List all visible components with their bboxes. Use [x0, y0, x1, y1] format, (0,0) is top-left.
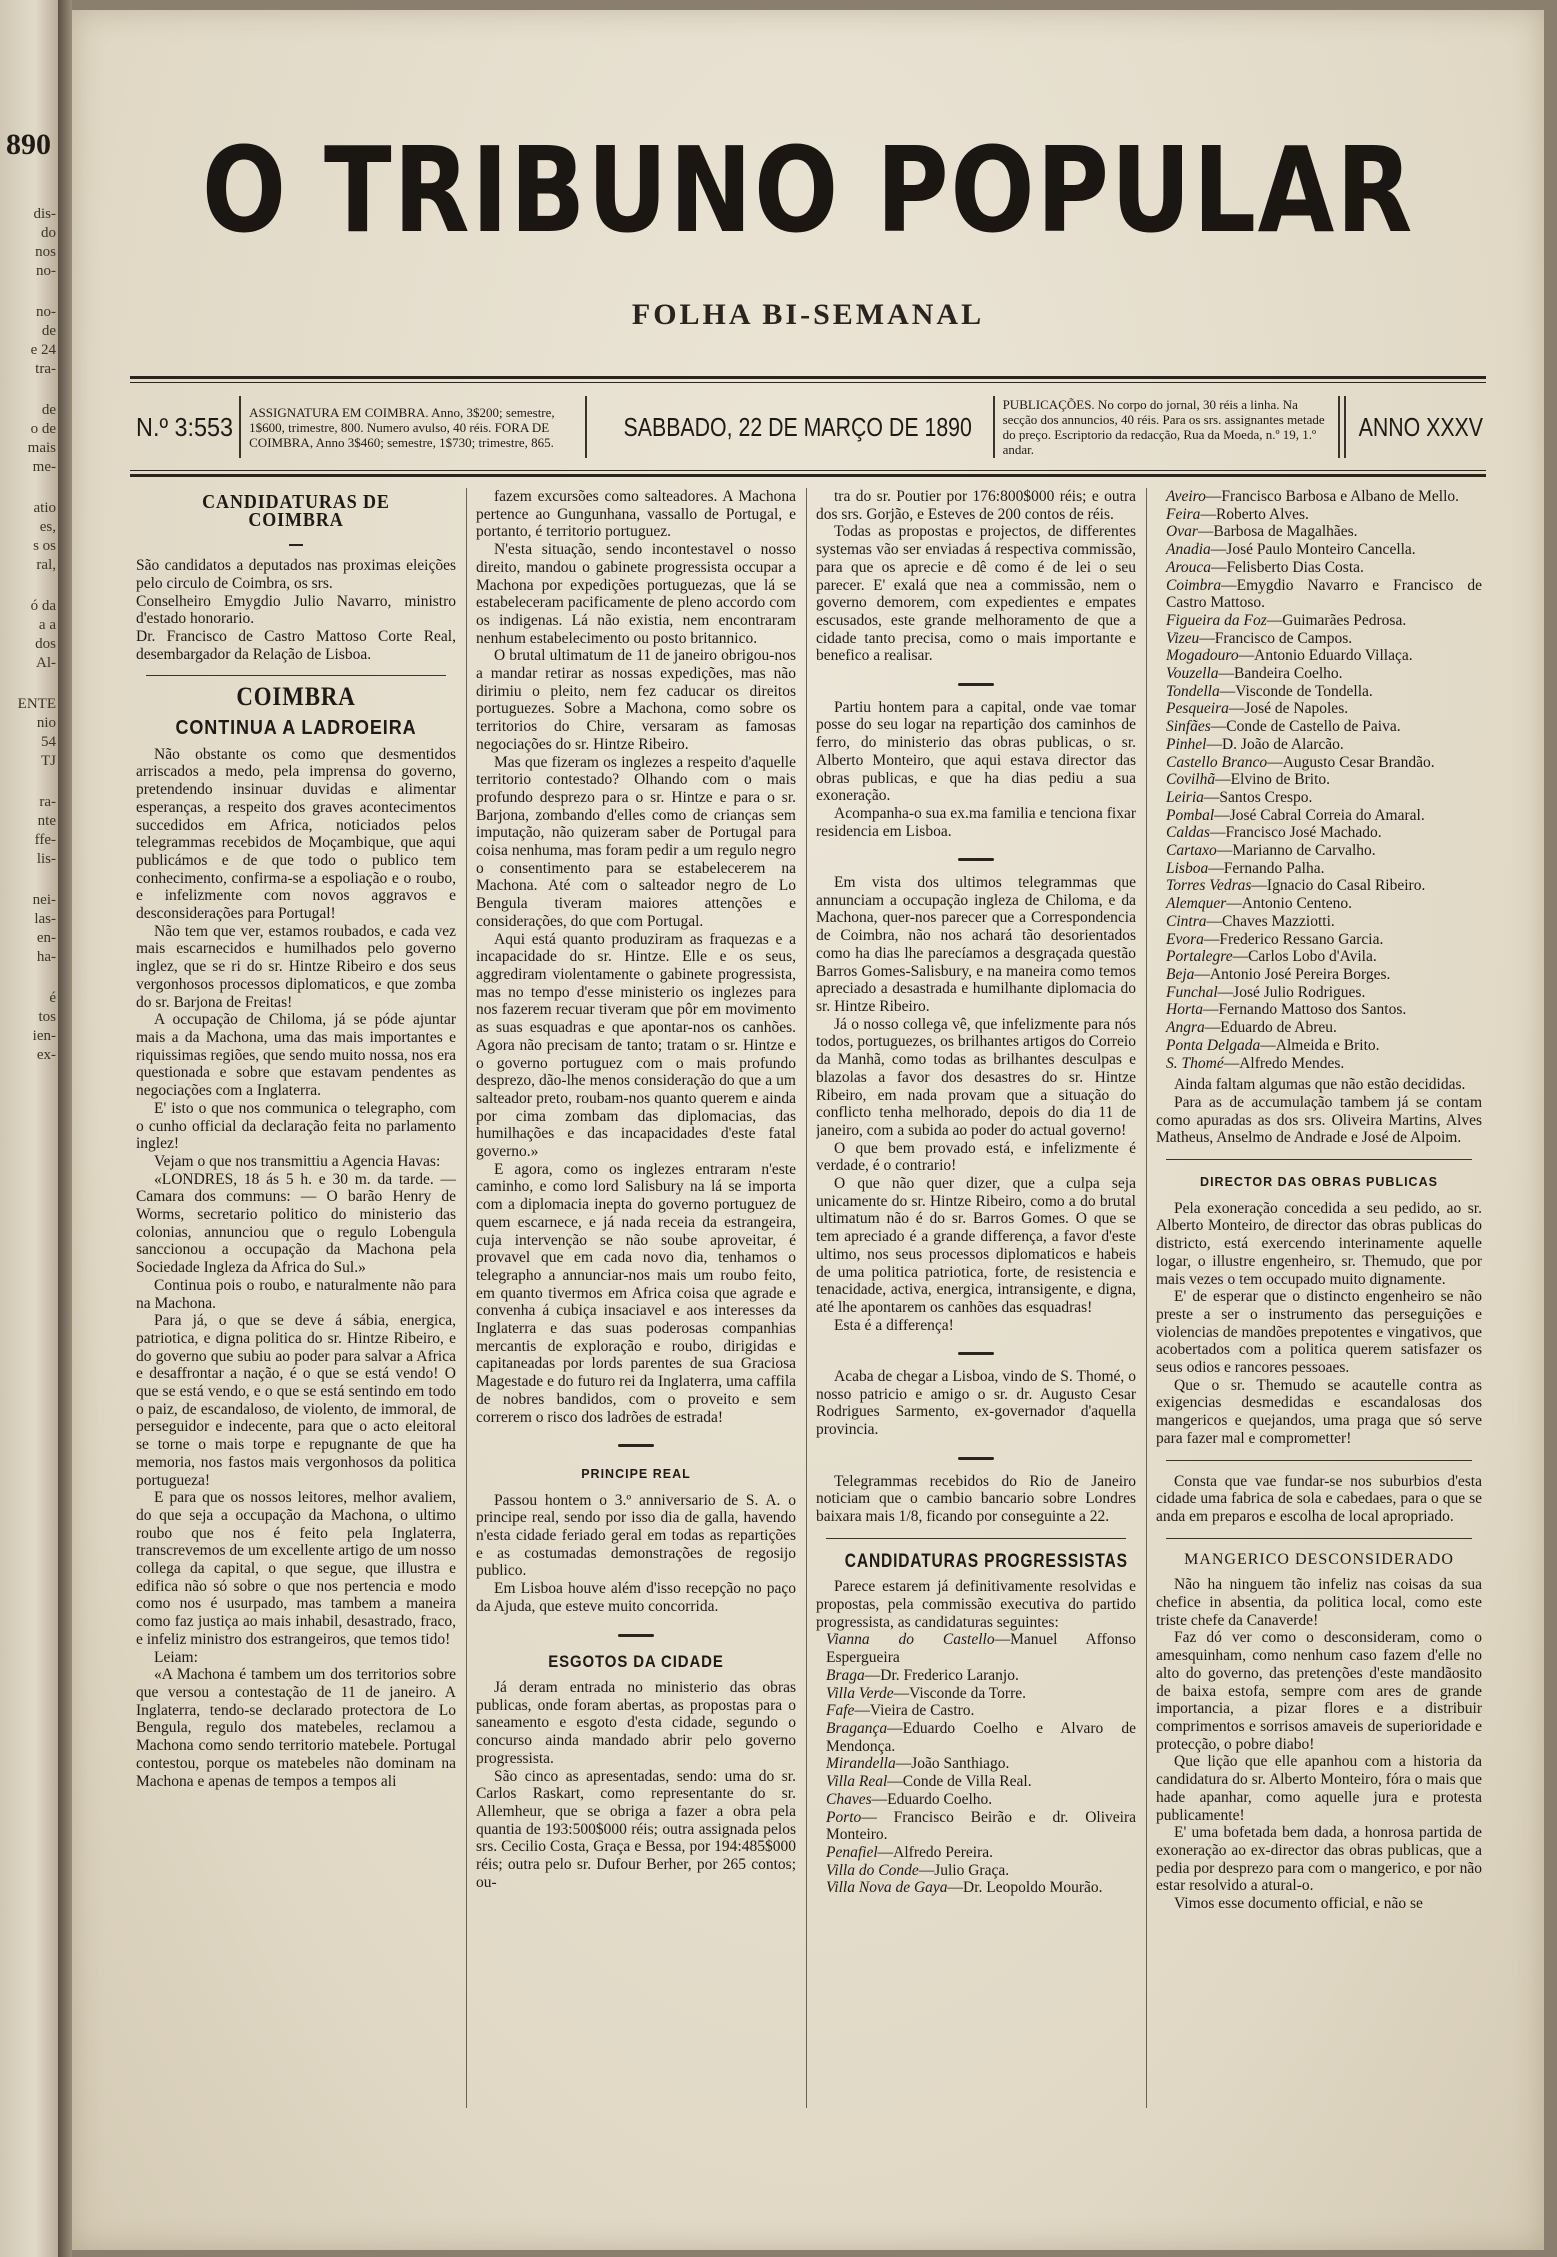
candidate-entry [1156, 877, 1482, 895]
candidate-entry [816, 1631, 1136, 1666]
constituency: Chaves [826, 1790, 872, 1808]
paragraph: Para já, o que se deve á sábia, energica, patriotica, e digna politica do sr. Hintze Ribeiro, e do governo que subiu ao poder para salvar a Africa e desaffrontar a nação, é o que se está vendo! O que se está vendo, e o que se está sentindo em todo o paiz, de escandaloso, de violento, de immoral, de perseguidor e indecente, para que o acto eleitoral se torne o mais torpe e repugnante de que ha memoria, nos fastos mais vergonhosos da politica portugueza! [136, 1312, 456, 1489]
previous-page-fragment: s os [33, 538, 56, 554]
paragraph: N'esta situação, sendo incontestavel o nosso direito, mandou o gabinete progressista occupar a Machona por expedições portuguezas, que lá se estabeleceram pacificamente de pleno accordo com os indigenas. Lá não existia, nem encontraram nenhum estabelecimento ou posto britannico. [476, 541, 796, 647]
previous-page-fragment: ra- [39, 794, 56, 810]
issue-year: ANNO XXXV [1358, 411, 1484, 442]
previous-page-fragment: dis- [33, 206, 56, 222]
candidates-list [136, 557, 456, 663]
constituency: Mogadouro [1166, 647, 1239, 665]
candidate-entry [1156, 612, 1482, 630]
constituency: Braga [826, 1666, 865, 1684]
candidate-name: —Eduardo Coelho e Alvaro de Mendonça. [826, 1720, 1136, 1755]
candidate-name: —Augusto Cesar Brandão. [1267, 753, 1435, 771]
article-body [1156, 1076, 1482, 1147]
candidate-name: —Alfredo Mendes. [1223, 1054, 1345, 1072]
divider [1338, 396, 1340, 458]
paragraph: E agora, como os inglezes entraram n'este caminho, e como lord Salisbury na lá se importa com a diplomacia inepta do governo portuguez de quem escarnece, e já nada receia da estrangeira, cuja intervenção se não soube aproveitar, é provavel que em cada novo dia, tenhamos o telegrapho a annunciar-nos mais um roubo feito, em quanto tivermos em Africa coisa que agrade e convenha á cubiça insaciavel e aos interesses da Inglaterra e das suas poderosas companhias mercantis de exploração e roubo, dirigidas e capitaneadas por lords parentes de sua Graciosa Magestade e do futuro rei da Inglaterra, uma caffila de nobres bandidos, com o proveito e sem correrem o risco dos ladrões de estrada! [476, 1160, 796, 1426]
constituency: Vouzella [1166, 665, 1219, 683]
previous-page-fragment: nos [35, 244, 56, 260]
candidate-entry [1156, 754, 1482, 772]
constituency: Ponta Delgada [1166, 1036, 1261, 1054]
header-rule-bottom-thin [130, 470, 1486, 471]
constituency: Angra [1166, 1019, 1205, 1037]
candidate-name: —Eduardo de Abreu. [1204, 1019, 1337, 1037]
constituency: Funchal [1166, 983, 1218, 1001]
masthead-subtitle: FOLHA BI-SEMANAL [631, 298, 985, 331]
column-divider [1146, 488, 1147, 2108]
candidate-entry [1156, 860, 1482, 878]
paragraph: Telegrammas recebidos do Rio de Janeiro noticiam que o cambio bancario sobre Londres baixara mais 1/8, ficando por conseguinte a 22. [816, 1472, 1136, 1525]
paragraph: Consta que vae fundar-se nos suburbios d'esta cidade uma fabrica de sola e cabedaes, para o que se anda em preparos e escolha de local apropriado. [1156, 1472, 1482, 1525]
constituency: Pinhel [1166, 735, 1207, 753]
candidate-entry [1156, 1055, 1482, 1073]
candidate-entry [1156, 789, 1482, 807]
constituency: Villa Real [826, 1773, 888, 1791]
newspaper-page [72, 10, 1544, 2250]
candidates-list [1156, 488, 1482, 1072]
candidate-name: —Fernando Mattoso dos Santos. [1203, 1001, 1407, 1019]
heading-principe-real: PRINCIPE REAL [581, 1466, 691, 1481]
constituency: Arouca [1166, 558, 1212, 576]
previous-page-fragments [4, 205, 56, 1087]
issue-info-bar [130, 388, 1486, 466]
constituency: Figueira da Foz [1166, 611, 1267, 629]
column-1 [136, 488, 456, 2108]
paragraph: O brutal ultimatum de 11 de janeiro obrigou-nos a mandar retirar as nossas expedições, mas não dirimiu o pleito, nem fez caducar os direitos portuguezes. Sobre a Machona, como sobre os territorios do Chire, versaram as famosas negociações do sr. Hintze Ribeiro. [476, 647, 796, 753]
previous-page-fragment: ha- [36, 949, 56, 965]
previous-page-fragment: en- [36, 930, 56, 946]
candidate-entry [1156, 842, 1482, 860]
candidate-entry [816, 1862, 1136, 1880]
candidate-name: —Carlos Lobo d'Avila. [1232, 948, 1377, 966]
candidate-entry [1156, 1037, 1482, 1055]
candidate-name: —Roberto Alves. [1200, 505, 1309, 523]
paragraph: Faz dó ver como o desconsideram, como o amesquinham, como nenhum caso fazem d'elle no alto do governo, das pretenções d'este mandãosito de baixa estofa, sempre com ares de grande importancia, a pizar flores e a distribuir comprimentos e sorrisos amaveis de superioridade e protecção, o pobre diabo! [1156, 1629, 1482, 1753]
candidate-name: —Guimarães Pedrosa. [1266, 611, 1407, 629]
previous-page-fragment: es, [39, 519, 56, 535]
previous-page-fragment: do [41, 225, 56, 241]
candidate-entry [1156, 647, 1482, 665]
candidate-entry [816, 1720, 1136, 1755]
constituency: Penafiel [826, 1843, 878, 1861]
candidate-name: —José Julio Rodrigues. [1217, 983, 1366, 1001]
prog-intro: Parece estarem já definitivamente resolvidas e propostas, pela commissão executiva do partido progressista, as candidaturas seguintes: [816, 1578, 1136, 1631]
candidate-name: —Francisco Barbosa e Albano de Mello. [1205, 488, 1459, 505]
candidate-name: —Chaves Mazziotti. [1206, 912, 1335, 930]
constituency: Ovar [1166, 523, 1198, 541]
previous-page-fragment: de [41, 402, 56, 418]
paragraph: Não tem que ver, estamos roubados, e cada vez mais escarnecidos e humilhados pelo governo inglez, que se ri do sr. Hintze Ribeiro e dos seus vergonhosos processos diplomaticos, e que zomba do sr. Barjona de Freitas! [136, 922, 456, 1011]
candidate-entry [816, 1791, 1136, 1809]
constituency: Villa do Conde [826, 1861, 919, 1879]
candidate-name: —Bandeira Coelho. [1218, 665, 1343, 683]
column-3 [816, 488, 1136, 2108]
candidate-name: —Julio Graça. [918, 1861, 1010, 1879]
heading-candidaturas-progressistas: CANDIDATURAS PROGRESSISTAS [844, 1550, 1128, 1572]
candidate-name: —Fernando Palha. [1208, 859, 1325, 877]
candidate-entry [1156, 807, 1482, 825]
column-divider [466, 488, 467, 2108]
constituency: Villa Nova de Gaya [826, 1879, 948, 1897]
previous-page-fragment: dos [35, 636, 56, 652]
previous-page-fragment: no- [36, 263, 56, 279]
article-body [816, 488, 1136, 665]
paragraph: E para que os nossos leitores, melhor avaliem, do que seja a occupação da Machona, o ultimo roubo que nos é feito pela Inglaterra, transcrevemos de um excellente artigo de um nosso collega da capital, o que segue, que illustra e edifica não só sobre o que nos pertencia e modo como nos é usurpado, mas tambem a maneira como faz justiça ao mais inhabil, desastrado, fraco, e infeliz ministro dos estrangeiros, que temos tido! [136, 1489, 456, 1648]
candidates-list [816, 1631, 1136, 1897]
candidate-entry [1156, 948, 1482, 966]
heading-ornament [136, 533, 456, 551]
section-ornament [816, 1447, 1136, 1465]
column-divider [806, 488, 807, 2108]
constituency: Caldas [1166, 824, 1210, 842]
candidate-entry [1156, 683, 1482, 701]
paragraph: Em vista dos ultimos telegrammas que annunciam a occupação ingleza de Chiloma, e da Machona, quer-nos parecer que a Correspondencia de Coimbra, não nos achará tão desorientados como ha dias lhe parecíamos a desgraçada questão Barros Gomes-Salisbury, e na maneira como temos apreciado a desastrada e humilhante diplomacia do sr. Hintze Ribeiro. [816, 874, 1136, 1015]
paragraph: E' isto o que nos communica o telegrapho, com o cunho official da declaração feita no parlamento inglez! [136, 1099, 456, 1153]
constituency: Villa Verde [826, 1684, 894, 1702]
candidate-name: —Dr. Leopoldo Mourão. [947, 1879, 1103, 1897]
article-body [476, 1679, 796, 1891]
constituency: Lisboa [1166, 859, 1209, 877]
previous-page-fragment: las- [34, 911, 56, 927]
previous-page-fragment: é [49, 990, 56, 1006]
candidate-name: —Visconde da Torre. [893, 1684, 1027, 1702]
paragraph: E' de esperar que o distincto engenheiro se não preste a ser o instrumento das perseguições e violencias de mandões prepotentes e vingativos, que acobertados com a politica querem satisfazer os seus odios e rancores pessoaes. [1156, 1288, 1482, 1377]
candidate-entry [816, 1879, 1136, 1897]
constituency: S. Thomé [1166, 1054, 1224, 1072]
candidate-name: —D. João de Alarcão. [1206, 735, 1344, 753]
constituency: Cartaxo [1166, 842, 1217, 860]
masthead-title: O TRIBUNO POPULAR [201, 121, 1415, 259]
issue-date: SABBADO, 22 DE MARÇO DE 1890 [623, 411, 972, 442]
paragraph: Partiu hontem para a capital, onde vae tomar posse do seu logar na repartição dos caminhos de ferro, do ministerio das obras publicas, o sr. Alberto Monteiro, que aqui estava director das obras publicas, e que ha dias pediu a sua exoneração. [816, 698, 1136, 805]
candidate-name: —João Santhiago. [895, 1755, 1010, 1773]
constituency: Leiria [1166, 788, 1204, 806]
divider [1344, 396, 1346, 458]
candidate-paragraph: São candidatos a deputados nas proximas eleições pelo circulo de Coimbra, os srs. [136, 557, 456, 592]
candidate-name: —Almeida e Brito. [1260, 1036, 1380, 1054]
previous-page-fragment: o de [30, 421, 56, 437]
section-ornament [816, 673, 1136, 691]
candidate-entry [1156, 736, 1482, 754]
section-ornament [816, 848, 1136, 866]
previous-page-fragment: Al- [36, 655, 56, 671]
constituency: Castello Branco [1166, 753, 1268, 771]
candidate-name: —José Cabral Correia do Amaral. [1214, 806, 1425, 824]
constituency: Cintra [1166, 912, 1207, 930]
section-rule [1166, 1538, 1472, 1539]
divider [585, 396, 587, 458]
candidate-entry [1156, 913, 1482, 931]
article-body [816, 874, 1136, 1334]
constituency: Alemquer [1166, 895, 1227, 913]
paragraph: Vejam o que nos transmittiu a Agencia Havas: [154, 1152, 441, 1170]
paragraph: Aqui está quanto produziram as fraquezas e a incapacidade do sr. Hintze. Elle e os seus, aggrediram violentamente o gabinete progressista, mas no tempo d'esse ministerio os inglezes para nos fazerem recuar tiveram que pôr em movimento as suas esquadras e que apontar-nos os canhões. Agora não precisam de tanto; tratam o sr. Hintze e o governo portuguez com o mais profundo desprezo, dão-lhe menos consideração do que a um salteador preto, roubam-nos quanto querem e ainda por cima zombam das diplomacias, das humilhações e das incapacidades d'este fatal governo.» [476, 930, 796, 1161]
previous-page-fragment: me- [32, 459, 56, 475]
candidate-entry [1156, 718, 1482, 736]
previous-page-strip [0, 0, 58, 2257]
candidate-entry [1156, 488, 1482, 506]
previous-page-fragment: no- [36, 304, 56, 320]
header-rule-top-thin [130, 382, 1486, 383]
article-body [136, 746, 456, 1790]
constituency: Fafe [826, 1702, 855, 1720]
candidate-entry [1156, 771, 1482, 789]
previous-page-fragment: ó da [30, 598, 56, 614]
paragraph: Ainda faltam algumas que não estão decididas. [1174, 1076, 1466, 1094]
candidate-name: —Dr. Frederico Laranjo. [864, 1666, 1019, 1684]
constituency: Pesqueira [1166, 700, 1229, 718]
constituency: Pombal [1166, 806, 1215, 824]
section-rule [1166, 1460, 1472, 1461]
previous-page-number: 890 [6, 128, 51, 161]
header-rule-bottom [130, 474, 1486, 477]
previous-page-fragment: 54 [41, 734, 56, 750]
candidate-name: —José Paulo Monteiro Cancella. [1210, 541, 1416, 559]
candidate-entry [1156, 665, 1482, 683]
candidate-entry [1156, 559, 1482, 577]
candidate-entry [1156, 506, 1482, 524]
paragraph: São cinco as apresentadas, sendo: uma do sr. Carlos Raskart, como representante do sr. Allemheur, que se obriga a fazer a obra pela quantia de 193:500$000 réis; outra assignada pelos srs. Cecilio Costa, Graça e Bessa, por 194:485$000 réis; outra pelo sr. Dufour Berher, por 265 contos; ou- [476, 1767, 796, 1891]
candidate-name: —Barbosa de Magalhães. [1197, 523, 1358, 541]
column-4 [1156, 488, 1482, 2108]
paragraph: Já deram entrada no ministerio das obras publicas, onde foram abertas, as propostas para o saneamento e esgoto d'esta cidade, segundo o concurso ainda mandado abrir pelo governo progressista. [476, 1679, 796, 1767]
candidate-name: —Felisberto Dias Costa. [1211, 558, 1364, 576]
paragraph: Vimos esse documento official, e não se [1174, 1895, 1423, 1913]
candidate-entry [1156, 700, 1482, 718]
previous-page-fragment: e 24 [30, 342, 56, 358]
article-columns [130, 488, 1486, 2108]
candidate-entry [1156, 630, 1482, 648]
candidate-name: —Francisco de Campos. [1199, 629, 1353, 647]
article-body [1156, 1473, 1482, 1526]
article-body [816, 1368, 1136, 1439]
previous-page-fragment: ien- [32, 1028, 56, 1044]
candidate-name: —Francisco José Machado. [1209, 824, 1382, 842]
heading-continua-ladroeira: CONTINUA A LADROEIRA [175, 717, 417, 740]
candidate-name: —Marianno de Carvalho. [1216, 842, 1376, 860]
candidate-name: —Frederico Ressano Garcia. [1203, 930, 1384, 948]
candidate-entry [816, 1809, 1136, 1844]
candidate-paragraph: Conselheiro Emygdio Julio Navarro, ministro d'estado honorario. [136, 592, 456, 628]
previous-page-fragment: ffe- [34, 832, 56, 848]
candidate-name: —Visconde de Tondella. [1219, 682, 1373, 700]
constituency: Sinfães [1166, 718, 1211, 736]
constituency: Porto [826, 1808, 862, 1826]
constituency: Torres Vedras [1166, 877, 1252, 895]
section-rule [146, 675, 446, 676]
previous-page-fragment: nio [36, 715, 56, 731]
paragraph: Não obstante os como que desmentidos arriscados a medo, pela imprensa do governo, pretendendo insinuar duvidas e alimentar esperanças, a respeito dos graves acontecimentos succedidos em Africa, noticiados pelos telegrammas recebidos de Moçambique, que aqui publicámos e de que todo o publico tem conhecimento, confirma-se a espoliação e o roubo, e infelizmente com novos aggravos e desconsiderações para Portugal! [136, 745, 456, 923]
candidate-name: —Antonio Centeno. [1226, 895, 1352, 913]
candidate-entry [1156, 577, 1482, 612]
candidate-name: —Manuel Affonso Espergueira [826, 1631, 1136, 1667]
candidate-name: —Conde de Villa Real. [887, 1773, 1032, 1791]
article-body [476, 1492, 796, 1616]
constituency: Beja [1166, 965, 1195, 983]
candidate-paragraph: Dr. Francisco de Castro Mattoso Corte Real, desembargador da Relação de Lisboa. [136, 627, 456, 663]
paragraph: Acaba de chegar a Lisboa, vindo de S. Thomé, o nosso patricio e amigo o sr. dr. Augusto Cesar Rodrigues Sarmento, ex-governador d'aquella provincia. [816, 1368, 1136, 1439]
paragraph: «LONDRES, 18 ás 5 h. e 30 m. da tarde. — Camara dos communs: — O barão Henry de Worms, secretario politico do ministerio das colonias, annunciou que o regulo Lobengula sanccionou a occupação da Machona pela Sociedade Ingleza da Africa do Sul.» [136, 1170, 456, 1277]
article-body [816, 1473, 1136, 1526]
previous-page-fragment: tos [38, 1009, 56, 1025]
candidate-entry [1156, 523, 1482, 541]
paragraph: E' uma bofetada bem dada, a honrosa partida de exoneração ao ex-director das obras publicas, que a pedia por desprezo para com o mangerico, e por não estar resolvido a atural-o. [1156, 1824, 1482, 1895]
paragraph: Acompanha-o sua ex.ma familia e tenciona fixar residencia em Lisboa. [816, 804, 1136, 840]
paragraph: Esta é a differença! [834, 1316, 954, 1334]
paragraph: O que bem provado está, e infelizmente é verdade, é o contrario! [816, 1139, 1136, 1175]
heading-candidaturas-coimbra: CANDIDATURAS DE COIMBRA [202, 491, 390, 531]
previous-page-fragment: lis- [36, 851, 56, 867]
previous-page-fragment: TJ [41, 753, 56, 769]
paragraph: Que o sr. Themudo se acautelle contra as exigencias desmedidas e escandalosas dos mangericos e quejandos, uma praga que só serve para fazer mal e comprometter! [1156, 1376, 1482, 1447]
previous-page-fragment: mais [27, 440, 56, 456]
previous-page-fragment: ral, [36, 557, 56, 573]
candidate-name: — Francisco Beirão e dr. Oliveira Monteiro. [826, 1808, 1136, 1844]
publication-rates: PUBLICAÇÕES. No corpo do jornal, 30 réis a linha. Na secção dos annuncios, 40 réis. Para os srs. assignantes metade do preço. Escriptorio da redacção, Rua da Moeda, n.º 19, 1.º andar. [1002, 397, 1325, 457]
constituency: Anadia [1166, 541, 1211, 559]
previous-page-fragment: nte [37, 813, 56, 829]
candidate-entry [816, 1773, 1136, 1791]
constituency: Aveiro [1166, 488, 1206, 505]
candidate-name: —Eduardo Coelho. [871, 1790, 993, 1808]
paragraph: Leiam: [154, 1648, 198, 1666]
candidate-name: —Antonio José Pereira Borges. [1194, 965, 1391, 983]
previous-page-fragment: ENTE [17, 696, 56, 712]
candidate-entry [1156, 931, 1482, 949]
paragraph: Para as de accumulação tambem já se contam como apuradas as dos srs. Oliveira Martins, Alves Matheus, Anselmo de Andrade e José de Alpoim. [1156, 1093, 1482, 1147]
candidate-entry [816, 1755, 1136, 1773]
section-ornament [476, 1434, 796, 1452]
constituency: Coimbra [1166, 576, 1222, 594]
candidate-entry [1156, 895, 1482, 913]
paragraph: «A Machona é tambem um dos territorios sobre que versou a contestação de 11 de janeiro. A Inglaterra, tendo-se declarado protectora de Lo Bengula, regulo dos matebeles, reclamou a Machona como sendo territorio matebele. Portugal contestou, porque os matebeles não dominam na Machona e apenas de tempos a tempos ali [136, 1666, 456, 1790]
candidate-entry [816, 1667, 1136, 1685]
paragraph: Em Lisboa houve além d'isso recepção no paço da Ajuda, que esteve muito concorrida. [476, 1580, 796, 1615]
paragraph: Não ha ninguem tão infeliz nas coisas da sua chefice in absentia, da politica local, como este triste chefe da Canaverde! [1156, 1576, 1482, 1629]
candidate-name: —José de Napoles. [1228, 700, 1349, 718]
candidate-entry [816, 1685, 1136, 1703]
article-body [1156, 1576, 1482, 1912]
candidate-name: —Elvino de Brito. [1215, 771, 1331, 789]
candidate-name: —Santos Crespo. [1203, 788, 1313, 806]
candidate-name: —Conde de Castello de Paiva. [1210, 718, 1401, 736]
constituency: Portalegre [1166, 948, 1233, 966]
page-gutter [58, 0, 72, 2257]
paragraph: tra do sr. Poutier por 176:800$000 réis; e outra dos srs. Gorjão, e Esteves de 200 contos de réis. [816, 488, 1136, 523]
issue-number: N.º 3:553 [136, 411, 234, 442]
previous-page-fragment: de [41, 323, 56, 339]
constituency: Covilhã [1166, 771, 1216, 789]
heading-coimbra: COIMBRA [236, 682, 356, 712]
previous-page-fragment: tra- [35, 361, 56, 377]
subscription-info: ASSIGNATURA EM COIMBRA. Anno, 3$200; semestre, 1$600, trimestre, 800. Numero avulso, 40 réis. FORA DE COIMBRA, Anno 3$460; semestre, 1$730; trimestre, 865. [249, 404, 555, 450]
heading-director-obras: DIRECTOR DAS OBRAS PUBLICAS [1200, 1175, 1438, 1190]
candidate-entry [1156, 1001, 1482, 1019]
constituency: Horta [1166, 1001, 1204, 1019]
candidate-entry [1156, 824, 1482, 842]
paragraph: fazem excursões como salteadores. A Machona pertence ao Gungunhana, vassallo de Portugal, e portanto, é territorio portuguez. [476, 488, 796, 541]
paragraph: Já o nosso collega vê, que infelizmente para nós todos, portuguezes, os brilhantes artigos do Correio da Manhã, como todas as brilhantes desculpas e blazolas a favor dos desastres do sr. Hintze Ribeiro, em nada provam que a situação do conflicto tenha melhorado, depois do dia 11 de janeiro, com a subida ao poder do actual governo! [816, 1015, 1136, 1139]
paragraph: Todas as propostas e projectos, de differentes systemas vão ser enviadas á respectiva commissão, para que os aprecie e dê como é de lei o seu parecer. E' exalá que nea a commissão, nem o governo demorem, com expedientes e empates escusados, este grande melhoramento de que a cidade tanto precisa, como o mais importante e benefico a realisar. [816, 523, 1136, 665]
paragraph: O que não quer dizer, que a culpa seja unicamente do sr. Hintze Ribeiro, como a do brutal ultimatum não é do sr. Barros Gomes. O que se tem apreciado é a grande differença, a favor d'este ultimo, nos seus processos diplomaticos e habeis de uma politica patriotica, forte, de resistencia e tenacidade, activa, energica, intransigente, e digna, até lhe apontarem os canhões das esquadras! [816, 1175, 1136, 1316]
article-body [816, 699, 1136, 841]
section-ornament [816, 1342, 1136, 1360]
candidate-entry [1156, 541, 1482, 559]
candidate-name: —Vieira de Castro. [854, 1702, 975, 1720]
paragraph: Pela exoneração concedida a seu pedido, ao sr. Alberto Monteiro, de director das obras publicas do districto, está exercendo interinamente aquelle logar, o illustre engenheiro, sr. Themudo, que por mais vezes o tem occupado muito dignamente. [1156, 1199, 1482, 1288]
constituency: Mirandella [826, 1755, 896, 1773]
article-body [1156, 1200, 1482, 1448]
paragraph: Mas que fizeram os inglezes a respeito d'aquelle territorio contestado? Olhando com o mais profundo desprezo para o sr. Hintze e para o sr. Barjona, zombando d'elles como de crianças sem imputação, não quizeram saber de Portugal para coisa nenhuma, mas foram pedir a um regulo negro o consentimento para se estabelecerem na Machona. Até com o salteador negro de Lo Bengula tiveram maiores attenções e considerações, do que com Portugal. [476, 753, 796, 930]
candidate-entry [1156, 1019, 1482, 1037]
candidate-entry [816, 1702, 1136, 1720]
section-rule [1166, 1159, 1472, 1160]
previous-page-fragment: nei- [32, 892, 56, 908]
paragraph: Que lição que elle apanhou com a historia da candidatura do sr. Alberto Monteiro, fóra o mais que hade apanhar, como aquelle jura e protesta publicamente! [1156, 1753, 1482, 1824]
candidate-entry [816, 1844, 1136, 1862]
constituency: Vianna do Castello [826, 1631, 995, 1649]
candidate-name: —Ignacio do Casal Ribeiro. [1251, 877, 1426, 895]
constituency: Bragança [826, 1720, 888, 1737]
constituency: Vizeu [1166, 629, 1200, 647]
previous-page-fragment: a a [38, 617, 56, 633]
candidate-entry [1156, 966, 1482, 984]
paragraph: A occupação de Chiloma, já se póde ajuntar mais a da Machona, uma das mais importantes e riquissimas regiões, que sendo muito nossa, nos era questionada e sobre que estavam pendentes as negociações com a Inglaterra. [136, 1011, 456, 1100]
article-body [476, 488, 796, 1426]
candidate-name: —Emygdio Navarro e Francisco de Castro Mattoso. [1166, 576, 1482, 612]
column-2 [476, 488, 796, 2108]
constituency: Evora [1166, 930, 1204, 948]
constituency: Tondella [1166, 682, 1220, 700]
heading-esgotos: ESGOTOS DA CIDADE [548, 1652, 724, 1672]
previous-page-fragment: ex- [36, 1047, 56, 1063]
candidate-name: —Alfredo Pereira. [877, 1843, 993, 1861]
candidate-name: —Antonio Eduardo Villaça. [1238, 647, 1413, 665]
header-rule-top [130, 376, 1486, 379]
candidate-entry [1156, 984, 1482, 1002]
previous-page-fragment: atio [33, 500, 56, 516]
section-rule [826, 1538, 1126, 1539]
constituency: Feira [1166, 505, 1201, 523]
paragraph: Passou hontem o 3.º anniversario de S. A. o principe real, sendo por isso dia de galla, havendo n'esta cidade feriado geral em todas as repartições e as costumadas demonstrações de regosijo publico. [476, 1491, 796, 1580]
paragraph: Continua pois o roubo, e naturalmente não para na Machona. [136, 1276, 456, 1312]
section-ornament [476, 1624, 796, 1642]
heading-mangerico: MANGERICO DESCONSIDERADO [1184, 1550, 1454, 1568]
